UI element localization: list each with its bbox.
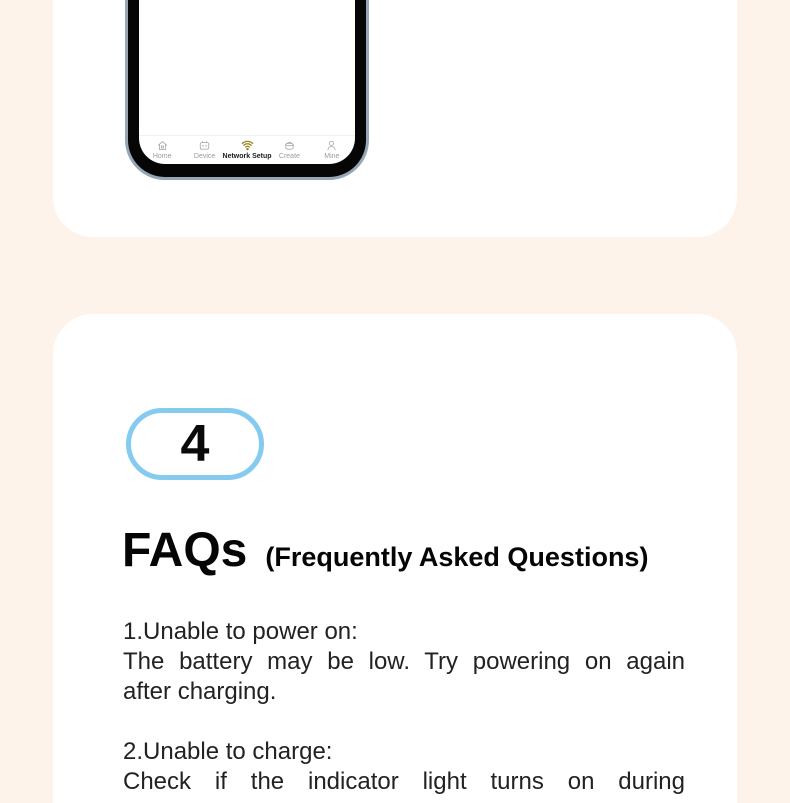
tab-device-label: Device — [193, 153, 216, 160]
tab-home — [141, 139, 183, 161]
section-number-badge — [126, 408, 264, 480]
faq-list — [123, 617, 685, 797]
section-title: FAQs — [122, 524, 248, 577]
faq-answer-line: The battery may be low. Try powering on again — [123, 648, 685, 675]
profile-icon — [325, 139, 338, 152]
wifi-icon — [241, 139, 254, 152]
tab-create-label: Create — [278, 153, 300, 160]
create-icon — [283, 139, 296, 152]
phone-mockup — [125, 0, 369, 180]
tab-mine — [311, 139, 353, 161]
section-number: 4 — [180, 415, 210, 473]
phone-bezel — [128, 0, 366, 177]
device-icon — [198, 139, 211, 152]
faq-item-2 — [123, 737, 685, 797]
faq-question: 1.Unable to power on: — [123, 618, 358, 645]
faq-question: 2.Unable to charge: — [123, 738, 333, 765]
tab-network-setup — [222, 139, 272, 161]
section-heading — [122, 522, 648, 580]
tab-network-setup-label: Network Setup — [222, 153, 272, 160]
tab-home-label: Home — [152, 153, 172, 160]
faq-section-card — [53, 314, 737, 803]
home-icon — [156, 139, 169, 152]
faq-item-1 — [123, 617, 685, 707]
tab-mine-label: Mine — [324, 153, 340, 160]
tab-create — [268, 139, 310, 161]
faq-answer-line: after charging. — [123, 678, 277, 705]
phone-screen — [139, 0, 355, 164]
phone-mockup-card — [53, 0, 737, 237]
app-tab-bar — [139, 135, 355, 161]
section-subtitle: (Frequently Asked Questions) — [265, 542, 649, 572]
faq-answer-line: Check if the indicator light turns on during — [123, 768, 685, 795]
tab-device — [183, 139, 225, 161]
